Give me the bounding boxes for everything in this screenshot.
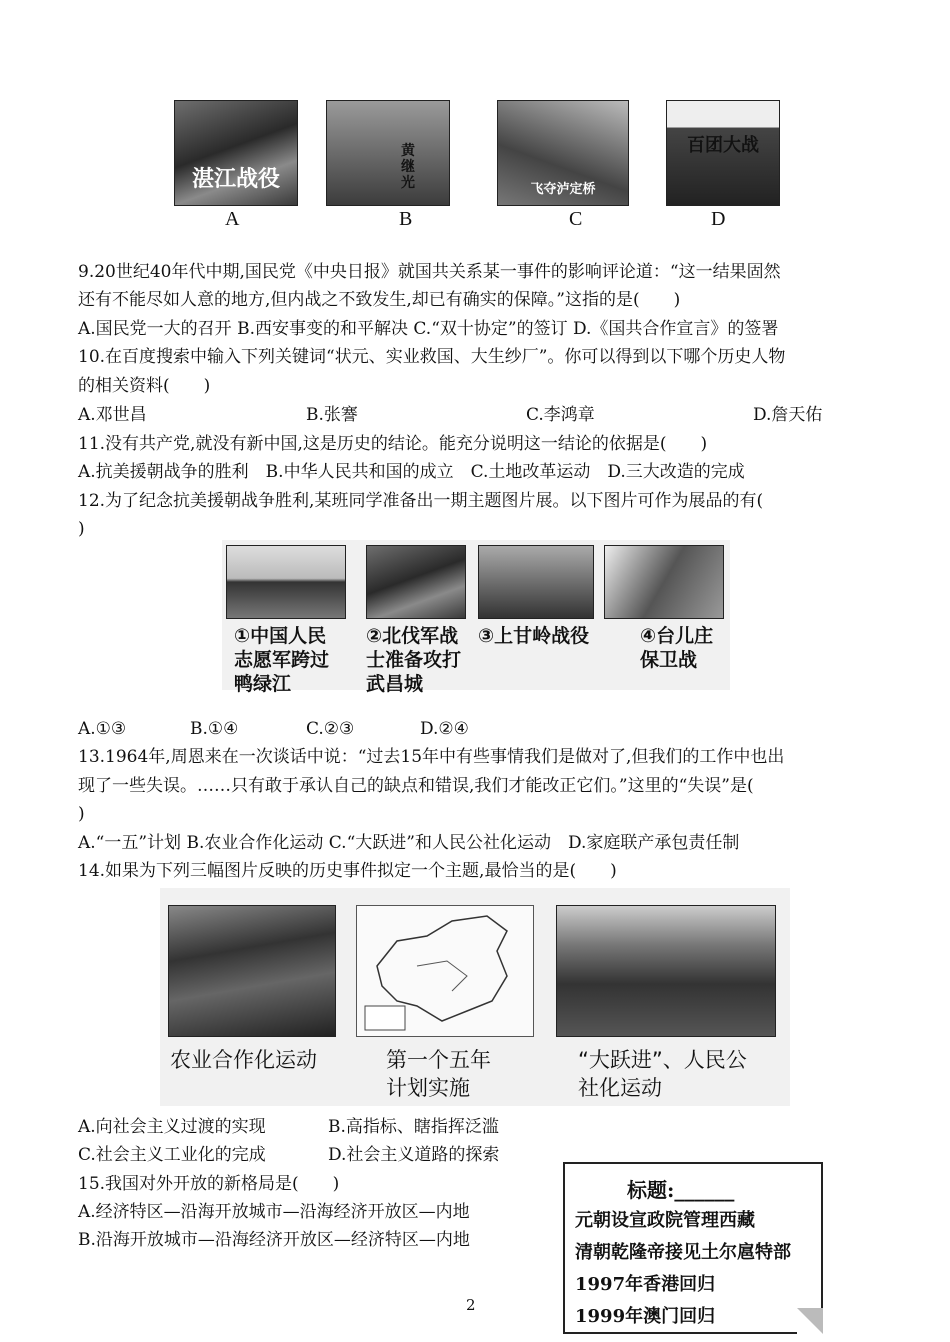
title-card [563,1162,823,1334]
q12-stem-line1: 12.为了纪念抗美援朝战争胜利,某班同学准备出一期主题图片展。以下图片可作为展品的有( [78,491,764,511]
card-line-3: 1997年香港回归 [575,1274,716,1295]
poster-label-a: A [225,208,240,230]
q14-option-b: B.高指标、瞎指挥泛滥 [328,1117,499,1137]
poster-d-caption: 百团大战 [687,135,759,156]
q14-stem: 14.如果为下列三幅图片反映的历史事件拟定一个主题,最恰当的是( ) [78,861,617,881]
q12-photo-3 [478,545,594,619]
q12-photo-2 [366,545,466,619]
q12-caption-4: ④台儿庄 保卫战 [640,625,714,671]
q14-option-d: D.社会主义道路的探索 [328,1145,500,1165]
q9-stem-line1: 9.20世纪40年代中期,国民党《中央日报》就国共关系某一事件的影响评论道：“这一结果固然 [78,262,781,282]
q9-options: A.国民党一大的召开 B.西安事变的和平解决 C.“双十协定”的签订 D.《国共合作宣言》的签署 [78,319,779,339]
q12-caption-2: ②北伐军战 士准备攻打 武昌城 [366,625,462,695]
q13-options: A.“一五”计划 B.农业合作化运动 C.“大跃进”和人民公社化运动 D.家庭联产承包责任制 [78,833,740,853]
poster-c-caption: 飞夺泸定桥 [530,182,596,197]
q12-caption-3: ③上甘岭战役 [478,625,590,647]
q14-photo-3 [556,905,776,1037]
q11-stem: 11.没有共产党,就没有新中国,这是历史的结论。能充分说明这一结论的依据是( ) [78,434,708,454]
poster-a-caption: 湛江战役 [191,167,280,192]
q12-option-c: C.②③ [306,719,355,739]
q15-option-b: B.沿海开放城市—沿海经济开放区—经济特区—内地 [78,1230,470,1250]
q10-stem-line2: 的相关资料( ) [78,376,211,396]
poster-c-image [497,100,629,206]
q13-stem-line3: ) [78,804,85,824]
q12-option-a: A.①③ [78,719,127,739]
q13-stem-line1: 13.1964年,周恩来在一次谈话中说：“过去15年中有些事情我们是做对了,但我们的工作中也出 [78,747,785,767]
q15-option-a: A.经济特区—沿海开放城市—沿海经济开放区—内地 [78,1202,470,1222]
poster-d-image [666,100,780,206]
q13-stem-line2: 现了一些失误。……只有敢于承认自己的缺点和错误,我们才能改正它们。”这里的“失误”是( [78,776,754,796]
q10-option-a: A.邓世昌 [78,405,147,425]
q11-options: A.抗美援朝战争的胜利 B.中华人民共和国的成立 C.土地改革运动 D.三大改造的完成 [78,462,745,482]
page-number: 2 [466,1296,476,1314]
page-curl-icon [797,1308,823,1334]
q10-option-c: C.李鸿章 [526,405,595,425]
q12-photo-1 [226,545,346,619]
q12-photo-4 [604,545,724,619]
poster-b-caption: 黄继光 [401,143,415,191]
q12-option-b: B.①④ [190,719,239,739]
q10-stem-line1: 10.在百度搜索中输入下列关键词“状元、实业救国、大生纱厂”。你可以得到以下哪个历史人物 [78,347,786,367]
card-line-1: 元朝设宣政院管理西藏 [575,1210,755,1231]
q14-option-a: A.向社会主义过渡的实现 [78,1117,266,1137]
q14-caption-2: 第一个五年 计划实施 [386,1048,491,1100]
poster-label-b: B [399,208,413,230]
q14-caption-1: 农业合作化运动 [170,1048,317,1072]
poster-a-image [174,100,298,206]
q14-photo-1 [168,905,336,1037]
card-title: 标题:______ [627,1178,735,1202]
poster-b-image [326,100,450,206]
q15-stem: 15.我国对外开放的新格局是( ) [78,1174,340,1194]
card-line-4: 1999年澳门回归 [575,1306,716,1327]
q10-option-d: D.詹天佑 [753,405,823,425]
q12-option-d: D.②④ [420,719,469,739]
q12-caption-1: ①中国人民 志愿军跨过 鸭绿江 [234,625,330,695]
poster-label-c: C [569,208,583,230]
poster-label-d: D [711,208,726,230]
q14-map-image [356,905,534,1037]
q12-stem-line2: ) [78,519,85,539]
q14-option-c: C.社会主义工业化的完成 [78,1145,266,1165]
china-map-icon [357,906,533,1036]
q14-caption-3: “大跃进”、人民公 社化运动 [578,1048,747,1100]
q9-stem-line2: 还有不能尽如人意的地方,但内战之不致发生,却已有确实的保障。”这指的是( ) [78,290,681,310]
card-line-2: 清朝乾隆帝接见土尔扈特部 [575,1242,791,1263]
q10-option-b: B.张謇 [306,405,358,425]
